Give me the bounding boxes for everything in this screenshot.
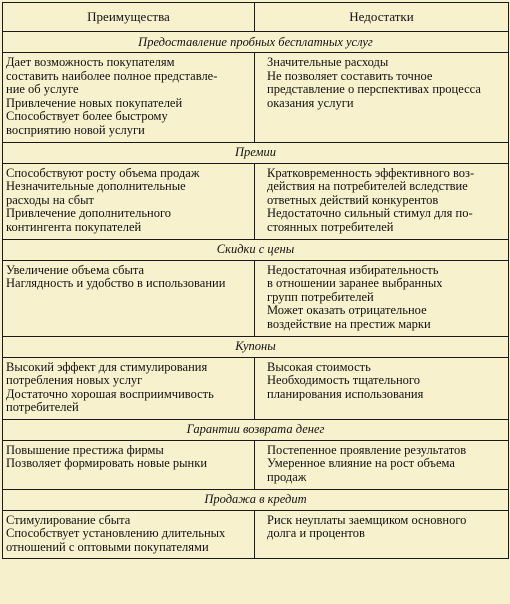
- disadvantage-item: Недостаточная избирательность в отношении заранее выбранных групп потребителей: [267, 262, 443, 304]
- advantage-item: Незначительные дополнительные расходы на сбыт: [6, 179, 186, 207]
- advantage-item: Способствует более быстрому восприятию новой услуги: [6, 109, 168, 137]
- section-row: [3, 142, 509, 163]
- advantage-item: Наглядность и удобство в использовании: [6, 276, 226, 291]
- section-title: Продажа в кредит: [3, 489, 509, 510]
- disadvantage-item: Умеренное влияние на рост объема продаж: [267, 456, 455, 485]
- table-body: [3, 32, 509, 559]
- header-advantages: Преимущества: [3, 3, 255, 32]
- disadvantage-item: Значительные расходы: [267, 55, 389, 69]
- content-row: [3, 260, 509, 336]
- advantage-item: Увеличение объема сбыта: [6, 262, 145, 277]
- disadvantage-item: Высокая стоимость: [267, 359, 371, 374]
- disadvantage-item: Постепенное проявление результатов: [267, 442, 467, 457]
- advantages-cell: [3, 260, 255, 336]
- header-row: [3, 3, 509, 32]
- advantages-cell: [3, 163, 255, 239]
- advantages-cell: [3, 510, 255, 559]
- section-row: [3, 489, 509, 510]
- disadvantage-item: Кратковременность эффективного воз- действия на потребителей вследствие ответных действий конкурентов: [267, 165, 475, 207]
- advantage-item: Позволяет формировать новые рынки: [6, 456, 208, 471]
- disadvantage-item: Недостаточно сильный стимул для по- стоянных потребителей: [267, 206, 473, 234]
- section-title: Премии: [3, 142, 509, 163]
- advantage-item: Способствуют росту объема продаж: [6, 165, 200, 180]
- advantage-item: Высокий эффект для стимулирования потребления новых услуг: [6, 359, 208, 388]
- content-row: [3, 357, 509, 419]
- comparison-table: [2, 2, 509, 559]
- section-title: Купоны: [3, 336, 509, 357]
- advantage-item: Привлечение дополнительного контингента покупателей: [6, 206, 172, 234]
- content-row: [3, 53, 509, 143]
- disadvantages-cell: [255, 357, 509, 419]
- section-row: [3, 419, 509, 440]
- disadvantages-cell: [255, 53, 509, 143]
- advantage-item: Стимулирование сбыта: [6, 512, 131, 527]
- disadvantage-item: Необходимость тщательного планирования использования: [267, 373, 424, 401]
- advantage-item: Способствует установлению длительных отношений с оптовыми покупателями: [6, 526, 226, 554]
- content-row: [3, 163, 509, 239]
- section-title: Предоставление пробных бесплатных услуг: [3, 32, 509, 53]
- disadvantages-cell: [255, 260, 509, 336]
- advantages-cell: [3, 440, 255, 489]
- advantages-cell: [3, 357, 255, 419]
- section-row: [3, 336, 509, 357]
- disadvantage-item: Не позволяет составить точное представление о перспективах процесса оказания услуги: [267, 68, 481, 110]
- disadvantages-cell: [255, 163, 509, 239]
- advantage-item: Повышение престижа фирмы: [6, 442, 164, 457]
- content-row: [3, 510, 509, 559]
- advantage-item: Достаточно хорошая восприимчивость потребителей: [6, 386, 214, 415]
- advantage-item: Дает возможность покупателям составить наиболее полное представле- ние об услуге: [6, 55, 218, 97]
- disadvantage-item: Риск неуплаты заемщиком основного долга и процентов: [267, 512, 467, 541]
- disadvantage-item: Может оказать отрицательное воздействие на престиж марки: [267, 303, 431, 331]
- advantage-item: Привлечение новых покупателей: [6, 95, 183, 110]
- content-row: [3, 440, 509, 489]
- section-title: Гарантии возврата денег: [3, 419, 509, 440]
- header-disadvantages: Недостатки: [255, 3, 509, 32]
- disadvantages-cell: [255, 510, 509, 559]
- advantages-cell: [3, 53, 255, 143]
- section-title: Скидки с цены: [3, 239, 509, 260]
- disadvantages-cell: [255, 440, 509, 489]
- section-row: [3, 239, 509, 260]
- section-row: [3, 32, 509, 53]
